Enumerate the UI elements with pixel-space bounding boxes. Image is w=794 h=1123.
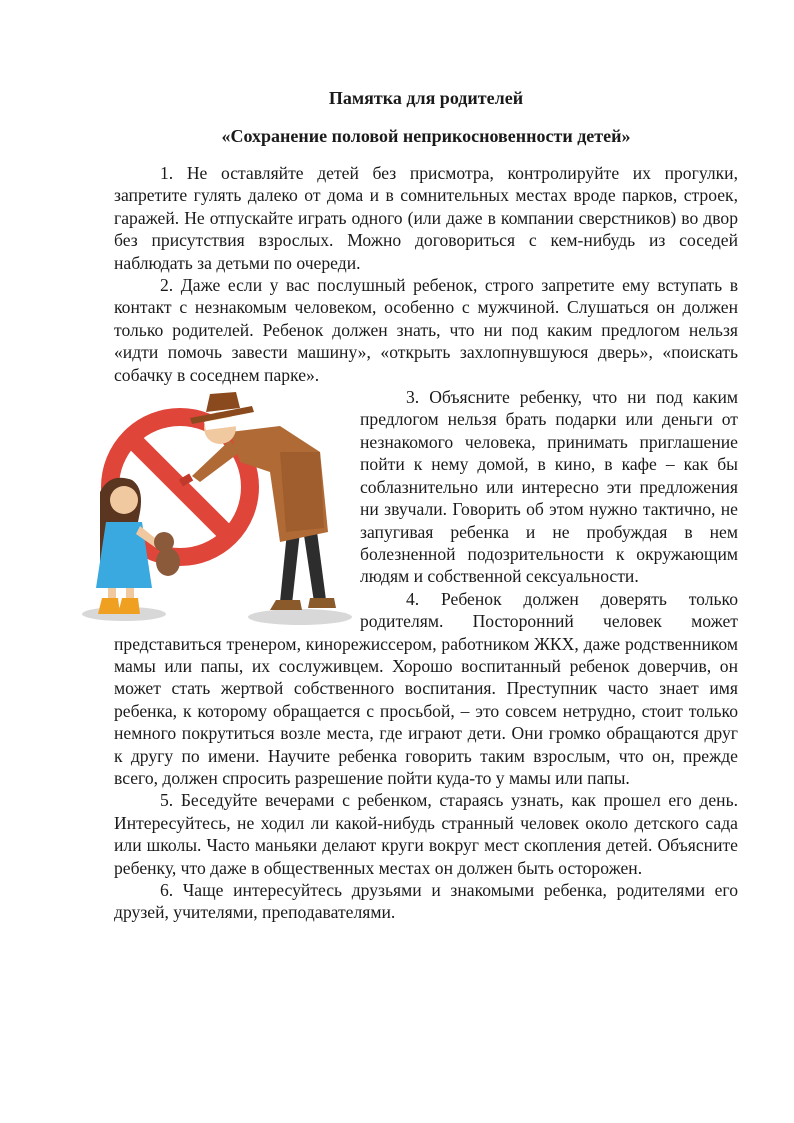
paragraph-1: 1. Не оставляйте детей без присмотра, контролируйте их прогулки, запретите гулять далеко от дома и в сомнительных местах вроде парков, строек, гаражей. Не отпускайте играть одного (или даже в компании сверстников) во двор без присутствия взрослых. Можно договориться с кем-нибудь из соседей наблюдать за детьми по очереди. bbox=[114, 163, 738, 273]
paragraph-2: 2. Даже если у вас послушный ребенок, строго запретите ему вступать в контакт с незнакомым человеком, особенно с мужчиной. Слушаться он должен только родителей. Ребенок должен знать, что ни под каким предлогом нельзя «идти помочь завести машину», «открыть захлопнувшуюся дверь», «поискать собачку в соседнем парке». bbox=[114, 275, 738, 385]
paragraph-6: 6. Чаще интересуйтесь друзьями и знакомыми ребенка, родителями его друзей, учителями, преподавателями. bbox=[114, 880, 738, 923]
stranger-danger-illustration bbox=[80, 392, 352, 630]
ground-shadow-man bbox=[248, 609, 352, 625]
page-title: Памятка для родителей bbox=[328, 88, 524, 108]
paragraph-4: 4. Ребенок должен доверять только родителям. Посторонний человек может представиться тренером, кинорежиссером, работником ЖКХ, даже родственником мамы или папы, их сослуживцем. Хорошо воспитанный ребенок доверчив, он может стать жертвой собственного воспитания. Преступник часто знает имя ребенка, к которому обращается с просьбой, – это совсем нетрудно, стоит только немного покрутиться возле места, где играют дети. Они громко обращаются друг к другу по имени. Научите ребенка говорить таким взрослым, что он, прежде всего, должен спросить разрешение пойти куда-то у мамы или папы. bbox=[114, 588, 738, 788]
paragraph-3: 3. Объясните ребенку, что ни под каким предлогом нельзя брать подарки или деньги от незнакомого человека, принимать приглашение пойти к нему домой, в кино, в кафе – как бы соблазнительно или интересно эти предложения ни звучали. Говорить об этом нужно тактично, не запугивая ребенка и не пробуждая в нем болезненной подозрительности к окружающим людям и собственной сексуальности. bbox=[360, 387, 738, 587]
child-figure bbox=[96, 478, 180, 614]
document-page bbox=[114, 86, 738, 924]
illustration-stranger-danger bbox=[80, 392, 352, 630]
page-subtitle: «Сохранение половой неприкосновенности детей» bbox=[221, 126, 631, 146]
paragraph-5: 5. Беседуйте вечерами с ребенком, стараясь узнать, как прошел его день. Интересуйтесь, не ходил ли какой-нибудь странный человек около детского сада или школы. Часто маньяки делают круги вокруг мест скопления детей. Объясните ребенку, что даже в общественных местах он должен быть осторожен. bbox=[114, 790, 738, 878]
